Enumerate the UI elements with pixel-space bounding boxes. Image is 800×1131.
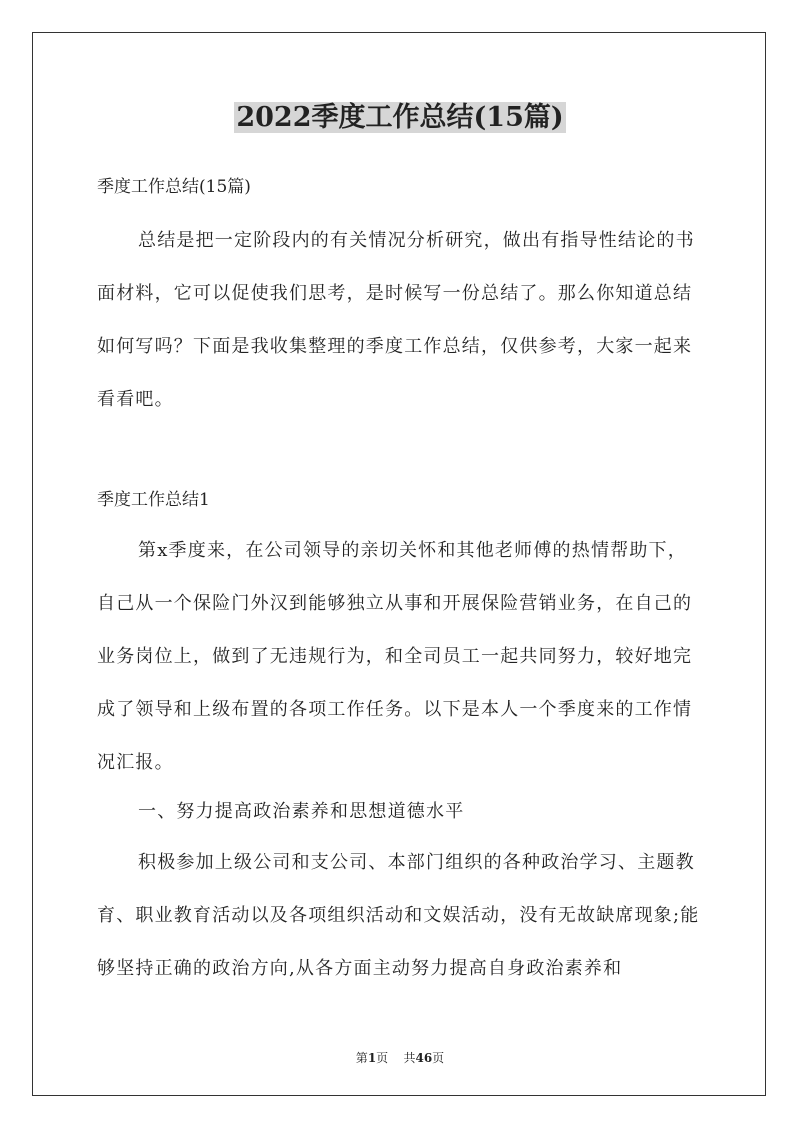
total-pages: 46 [415, 1051, 433, 1065]
page-footer [0, 1049, 800, 1066]
document-subtitle: 季度工作总结(15篇) [97, 177, 251, 197]
page-suffix: 页 [376, 1051, 389, 1065]
subheading: 一、努力提高政治素养和思想道德水平 [138, 801, 465, 822]
document-title-text: 2022季度工作总结(15篇) [236, 102, 564, 133]
total-suffix: 页 [432, 1051, 445, 1065]
intro-paragraph: 总结是把一定阶段内的有关情况分析研究，做出有指导性结论的书面材料，它可以促使我们思考，是时候写一份总结了。那么你知道总结如何写吗？下面是我收集整理的季度工作总结，仅供参考，大家一起来看看吧。 [97, 230, 695, 410]
document-title [0, 98, 800, 138]
page-number: 1 [367, 1051, 377, 1065]
section-paragraph-1: 第x季度来，在公司领导的亲切关怀和其他老师傅的热情帮助下，自己从一个保险门外汉到能够独立从事和开展保险营销业务，在自己的业务岗位上，做到了无违规行为，和全司员工一起共同努力，较好地完成了领导和上级布置的各项工作任务。以下是本人一个季度来的工作情况汇报。 [97, 540, 693, 773]
total-prefix: 共 [403, 1051, 416, 1065]
section-title: 季度工作总结1 [97, 490, 210, 510]
page-prefix: 第 [355, 1051, 368, 1065]
section-paragraph-2: 积极参加上级公司和支公司、本部门组织的各种政治学习、主题教育、职业教育活动以及各项组织活动和文娱活动，没有无故缺席现象;能够坚持正确的政治方向,从各方面主动努力提高自身政治素养和 [97, 852, 700, 979]
